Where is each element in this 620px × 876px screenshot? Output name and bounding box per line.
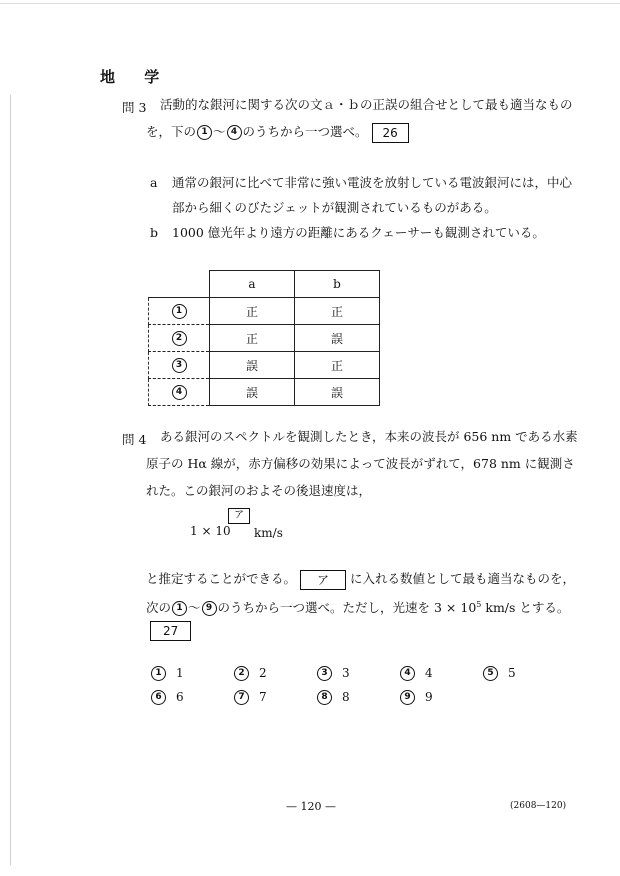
choice-circle: 3	[172, 358, 187, 373]
choice-circle: 4	[172, 385, 187, 400]
choice-circle: 2	[172, 331, 187, 346]
q4-range-end: 9	[202, 601, 217, 616]
option-item[interactable]	[399, 666, 433, 681]
q4-answer-box[interactable]: 27	[150, 621, 191, 641]
table-row-choice	[149, 379, 210, 406]
option-value: 8	[342, 690, 350, 704]
table-cell-b: 誤	[295, 379, 380, 406]
option-circle: 4	[400, 666, 415, 681]
option-circle: 2	[234, 666, 249, 681]
q3-stmt-b-label: b	[150, 225, 159, 240]
option-circle: 5	[483, 666, 498, 681]
option-circle: 9	[400, 690, 415, 705]
q4-range-sep: ～	[188, 600, 201, 616]
table-cell-b: 正	[295, 298, 380, 325]
option-circle: 1	[151, 666, 166, 681]
option-circle: 8	[317, 690, 332, 705]
option-value: 6	[176, 690, 184, 704]
top-rule	[0, 3, 620, 4]
option-item[interactable]	[316, 690, 350, 705]
option-value: 9	[425, 690, 433, 704]
table-row-choice	[149, 325, 210, 352]
q4-formula-base: 1 × 10	[190, 524, 231, 538]
q4-text-line5-post: のうちから一つ選べ。ただし，光速を 3 × 10	[217, 600, 477, 616]
option-item[interactable]	[316, 666, 350, 681]
q3-answer-box[interactable]: 26	[372, 123, 409, 143]
table-cell-a: 誤	[210, 379, 295, 406]
q3-stmt-b-line1: 1000 億光年より遠方の距離にあるクェーサーも観測されている。	[172, 225, 545, 240]
q3-truth-table	[148, 270, 380, 406]
table-cell-a: 正	[210, 325, 295, 352]
option-item[interactable]	[482, 666, 516, 681]
option-item[interactable]	[399, 690, 433, 705]
q3-label: 問 3	[122, 100, 147, 115]
q3-range-start: 1	[197, 125, 212, 140]
table-row[interactable]	[149, 325, 380, 352]
q4-text-line3: れた。この銀河のおよその後退速度は，	[146, 483, 372, 498]
q4-text-line2: 原子の Hα 線が，赤方偏移の効果によって波長がずれて，678 nm に観測さ	[146, 456, 575, 471]
q3-text-line1: 活動的な銀河に関する次の文ａ・ｂの正誤の組合せとして最も適当なもの	[160, 97, 573, 112]
q3-range-sep: ～	[213, 124, 226, 139]
choice-circle: 1	[172, 304, 187, 319]
q4-text-line5	[146, 592, 569, 621]
table-corner	[149, 271, 210, 298]
table-cell-a: 正	[210, 298, 295, 325]
option-item[interactable]	[233, 666, 267, 681]
q3-stmt-a-line2: 部から細くのびたジェットが観測されているものがある。	[172, 200, 497, 215]
table-cell-a: 誤	[210, 352, 295, 379]
q4-formula-unit: km/s	[254, 526, 283, 540]
q3-stmt-a-label: a	[150, 175, 158, 190]
page-number: — 120 —	[286, 800, 336, 813]
subject-title: 地 学	[100, 68, 172, 86]
q3-text-line2-pre: を，下の	[146, 124, 197, 139]
option-item[interactable]	[233, 690, 267, 705]
left-margin-rule	[10, 95, 11, 865]
option-value: 2	[259, 666, 267, 680]
q4-formula-exponent-box[interactable]: ア	[228, 508, 250, 524]
q4-light-speed-exponent: 5	[476, 600, 482, 609]
q4-answer-container	[150, 620, 191, 641]
table-row-choice	[149, 352, 210, 379]
option-circle: 6	[151, 690, 166, 705]
page-code: (2608—120)	[510, 801, 567, 811]
option-item[interactable]	[150, 690, 184, 705]
q3-range-end: 4	[227, 125, 242, 140]
q4-text-line4-post: に入れる数値として最も適当なものを，	[350, 571, 576, 586]
table-cell-b: 正	[295, 352, 380, 379]
q4-range-start: 1	[172, 601, 187, 616]
option-value: 4	[425, 666, 433, 680]
option-circle: 7	[234, 690, 249, 705]
table-row[interactable]	[149, 352, 380, 379]
option-item[interactable]	[150, 666, 184, 681]
table-row[interactable]	[149, 298, 380, 325]
q4-text-line1: ある銀河のスペクトルを観測したとき，本来の波長が 656 nm である水素	[160, 429, 578, 444]
table-row[interactable]	[149, 379, 380, 406]
table-header-b: b	[295, 271, 380, 298]
option-value: 1	[176, 666, 184, 680]
table-header-row	[149, 271, 380, 298]
option-value: 7	[259, 690, 267, 704]
q3-stmt-a-line1: 通常の銀河に比べて非常に強い電波を放射している電波銀河には，中心	[172, 175, 573, 190]
table-row-choice	[149, 298, 210, 325]
q4-text-line4-pre: と推定することができる。	[146, 571, 297, 586]
q4-text-line5-pre: 次の	[146, 600, 172, 616]
option-circle: 3	[317, 666, 332, 681]
q4-light-speed-unit: km/s とする。	[481, 600, 570, 616]
q4-label: 問 4	[122, 432, 147, 447]
q3-text-line2-post: のうちから一つ選べ。	[242, 124, 368, 139]
option-value: 5	[508, 666, 516, 680]
table-header-a: a	[210, 271, 295, 298]
q4-text-line4	[146, 566, 575, 592]
table-cell-b: 誤	[295, 325, 380, 352]
q4-blank-box[interactable]: ア	[300, 570, 346, 590]
q3-text-line2	[146, 119, 409, 145]
option-value: 3	[342, 666, 350, 680]
